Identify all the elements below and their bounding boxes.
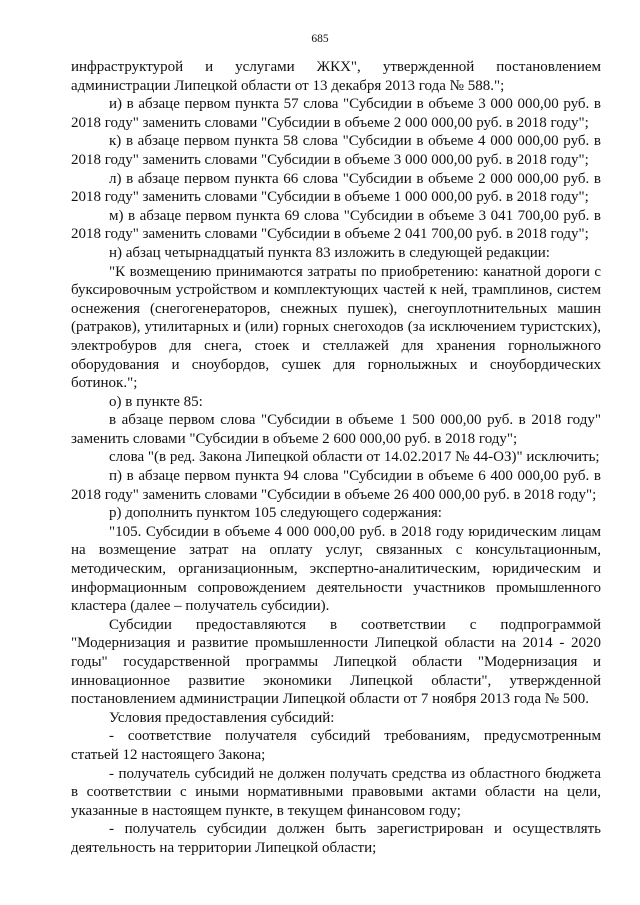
- paragraph-conditions-heading: Условия предоставления субсидий:: [109, 709, 335, 726]
- paragraph-condition-2: - получатель субсидий не должен получать средства из областного бюджета в соответствии с иными нормативными правовыми актами области на цели, указанные в настоящем пункте, в текущем финансовом году;: [71, 765, 601, 819]
- paragraph-item-m: м) в абзаце первом пункта 69 слова "Субсидии в объеме 3 041 700,00 руб. в 2018 году" заменить словами "Субсидии в объеме 2 041 700,00 руб. в 2018 году";: [71, 207, 601, 243]
- paragraph-subsidy-basis: Субсидии предоставляются в соответствии с подпрограммой "Модернизация и развитие промышленности Липецкой области на 2014 - 2020 годы" государственной программы Липецкой области "Модернизация и инновационное развитие экономики Липецкой области", утвержденной постановлением администрации Липецкой области от 7 ноября 2013 года № 500.: [71, 616, 601, 708]
- paragraph-item-n: н) абзац четырнадцатый пункта 83 изложить в следующей редакции:: [109, 244, 550, 261]
- paragraph-item-o: о) в пункте 85:: [109, 393, 203, 410]
- paragraph-condition-1: - соответствие получателя субсидий требованиям, предусмотренным статьей 12 настоящего Закона;: [71, 728, 601, 763]
- paragraph-quote-105: "105. Субсидии в объеме 4 000 000,00 руб. в 2018 году юридическим лицам на возмещение затрат на оплату услуг, связанных с консультационным, методическим, организационным, экспертно-аналитическим, юридическим и информационным сопровождением деятельности участников промышленного кластера (далее – получатель субсидии).: [71, 523, 601, 615]
- paragraph-quote-83: "К возмещению принимаются затраты по приобретению: канатной дороги с буксировочным устройством и комплектующих частей к ней, трамплинов, систем оснежения (снегогенераторов, снежных пушек), снегоуплотнительных машин (ратраков), утилитарных и (или) горных снегоходов (за исключением туристских), электробуров для снега, стоек и стеллажей для хранения горнолыжного оборудования и сноубордов, сушек для горнолыжных и сноубордических ботинок.";: [71, 263, 601, 392]
- document-body: [71, 58, 601, 858]
- paragraph-item-p: п) в абзаце первом пункта 94 слова "Субсидии в объеме 6 400 000,00 руб. в 2018 году" заменить словами "Субсидии в объеме 26 400 000,00 руб. в 2018 году";: [71, 468, 601, 503]
- paragraph-item-r: р) дополнить пунктом 105 следующего содержания:: [109, 505, 442, 522]
- paragraph-item-i: и) в абзаце первом пункта 57 слова "Субсидии в объеме 3 000 000,00 руб. в 2018 году" заменить словами "Субсидии в объеме 2 000 000,00 руб. в 2018 году";: [71, 96, 601, 131]
- paragraph-item-o-1: в абзаце первом слова "Субсидии в объеме 1 500 000,00 руб. в 2018 году" заменить словами "Субсидии в объеме 2 600 000,00 руб. в 2018 году";: [71, 412, 601, 447]
- paragraph-item-o-2: слова "(в ред. Закона Липецкой области от 14.02.2017 № 44-ОЗ)" исключить;: [109, 449, 600, 466]
- paragraph-condition-3: - получатель субсидии должен быть зарегистрирован и осуществлять деятельность на территории Липецкой области;: [71, 821, 601, 856]
- paragraph-item-k: к) в абзаце первом пункта 58 слова "Субсидии в объеме 4 000 000,00 руб. в 2018 году" заменить словами "Субсидии в объеме 3 000 000,00 руб. в 2018 году";: [71, 133, 601, 168]
- page-number: 685: [311, 33, 329, 45]
- paragraph-continuation: инфраструктурой и услугами ЖКХ", утвержденной постановлением администрации Липецкой области от 13 декабря 2013 года № 588.";: [71, 59, 601, 94]
- paragraph-item-l: л) в абзаце первом пункта 66 слова "Субсидии в объеме 2 000 000,00 руб. в 2018 году" заменить словами "Субсидии в объеме 1 000 000,00 руб. в 2018 году";: [71, 170, 601, 206]
